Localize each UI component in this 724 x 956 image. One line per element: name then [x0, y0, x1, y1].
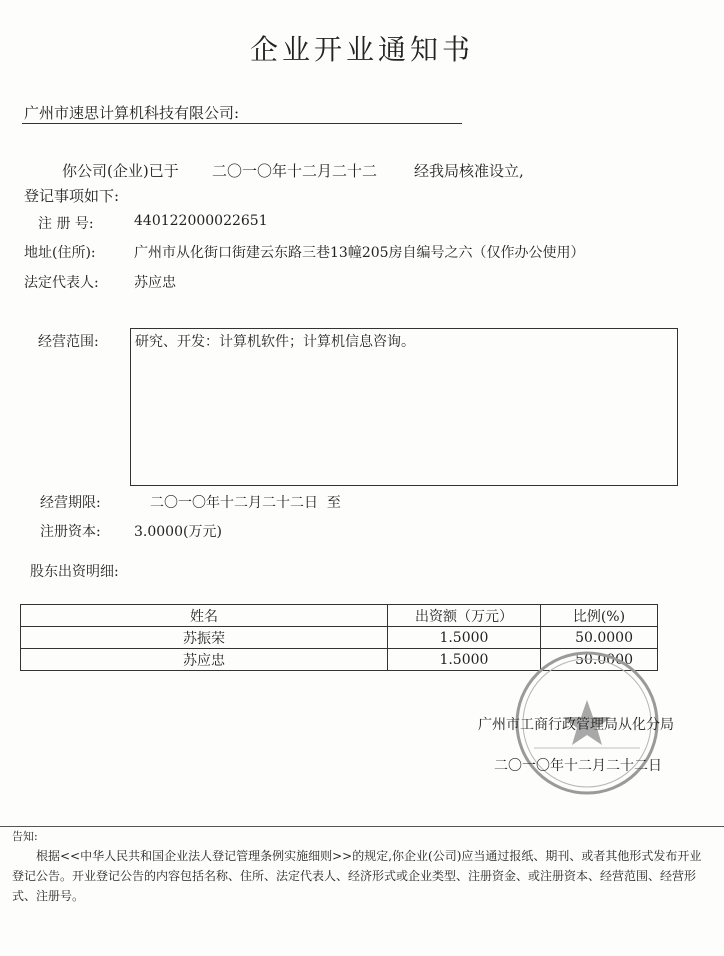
reg-no-label: 注 册 号: — [38, 216, 94, 232]
shareholders-label: 股东出资明细: — [30, 564, 119, 580]
legal-rep-label: 法定代表人: — [24, 275, 99, 291]
issuer-name: 广州市工商行政管理局从化分局 — [478, 717, 674, 733]
notice-label: 告知: — [12, 830, 38, 843]
intro-prefix: 你公司(企业)已于 — [62, 162, 179, 180]
capital-value: 3.0000(万元) — [134, 524, 222, 540]
shareholder-name: 苏应忠 — [21, 649, 388, 671]
notice-body: 根据<<中华人民共和国企业法人登记管理条例实施细则>>的规定,你企业(公司)应当通过报纸、期刊、或者其他形式发布开业登记公告。开业登记公告的内容包括名称、住所、法定代表人、经济形式或企业类型、注册资金、或注册资本、经营范围、经营形式、注册号。 — [12, 849, 702, 903]
address-value: 广州市从化街口街建云东路三巷13幢205房自编号之六（仅作办公使用） — [134, 245, 585, 261]
page-title: 企业开业通知书 — [249, 33, 474, 66]
shareholder-ratio: 50.0000 — [540, 627, 657, 649]
company-name: 广州市速思计算机科技有限公司: — [24, 104, 240, 122]
header-ratio: 比例(%) — [540, 605, 657, 627]
shareholder-amount: 1.5000 — [388, 649, 541, 671]
scope-box — [130, 328, 678, 486]
shareholder-name: 苏振荣 — [21, 627, 388, 649]
company-underline — [22, 123, 462, 124]
intro-date: 二〇一〇年十二月二十二 — [212, 162, 378, 180]
shareholder-ratio: 50.0000 — [540, 649, 657, 671]
items-intro: 登记事项如下: — [24, 187, 120, 205]
header-name: 姓名 — [21, 605, 388, 627]
scope-text: 研究、开发：计算机软件；计算机信息咨询。 — [135, 334, 415, 350]
intro-suffix: 经我局核准设立, — [414, 162, 524, 180]
legal-rep-value: 苏应忠 — [134, 275, 176, 291]
scope-label: 经营范围: — [38, 334, 99, 350]
shareholder-amount: 1.5000 — [388, 627, 541, 649]
reg-no-value: 440122000022651 — [134, 213, 268, 229]
issue-date: 二〇一〇年十二月二十二日 — [494, 758, 662, 774]
notice-divider — [0, 826, 724, 827]
term-label: 经营期限: — [40, 495, 101, 511]
header-amount: 出资额（万元） — [388, 605, 541, 627]
term-value: 二〇一〇年十二月二十二日 至 — [150, 495, 341, 511]
capital-label: 注册资本: — [40, 524, 101, 540]
address-label: 地址(住所): — [24, 245, 96, 261]
table-header-row — [21, 605, 658, 627]
table-row — [21, 627, 658, 649]
